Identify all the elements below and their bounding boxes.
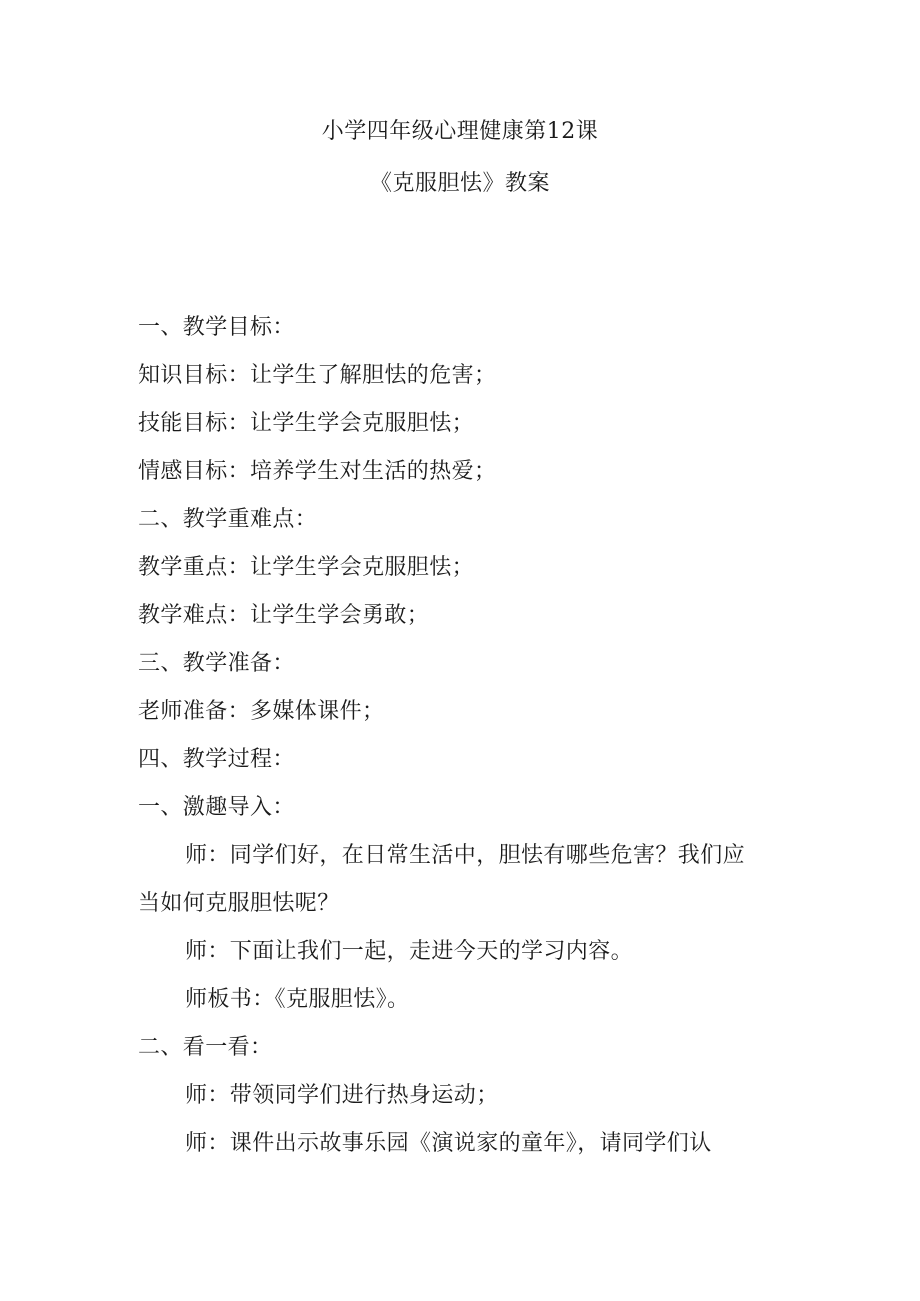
section-heading-preparation: 三、教学准备： [138,651,295,676]
document-body [138,311,778,1175]
text-line-knowledge-goal: 知识目标：让学生了解胆怯的危害； [138,363,497,388]
text-line-skill-goal: 技能目标：让学生学会克服胆怯； [138,411,475,436]
subsection-heading-look: 二、看一看： [138,1035,273,1060]
text-line-key-point: 教学重点：让学生学会克服胆怯； [138,555,475,580]
text-line-blackboard: 师板书：《克服胆怯》。 [185,987,410,1012]
section-heading-process: 四、教学过程： [138,747,295,772]
text-line-teacher-intro: 师：下面让我们一起，走进今天的学习内容。 [185,939,634,964]
text-line-emotion-goal: 情感目标：培养学生对生活的热爱； [138,459,497,484]
text-line-courseware-story: 师：课件出示故事乐园《演说家的童年》，请同学们认 [185,1131,712,1156]
text-line-teacher-preparation: 老师准备：多媒体课件； [138,699,385,724]
text-line-warmup: 师：带领同学们进行热身运动； [185,1083,499,1108]
section-heading-objectives: 一、教学目标： [138,315,295,340]
text-line-difficult-point: 教学难点：让学生学会勇敢； [138,603,430,628]
section-heading-key-points: 二、教学重难点： [138,507,318,532]
document-title-line-2: 《克服胆怯》教案 [369,171,550,196]
subsection-heading-intro: 一、激趣导入： [138,795,295,820]
document-title-line-1: 小学四年级心理健康第12课 [321,119,599,144]
text-line-teacher-question: 师：同学们好，在日常生活中，胆怯有哪些危害？我们应 [185,843,746,868]
text-line-teacher-question-continued: 当如何克服胆怯呢？ [138,891,340,916]
